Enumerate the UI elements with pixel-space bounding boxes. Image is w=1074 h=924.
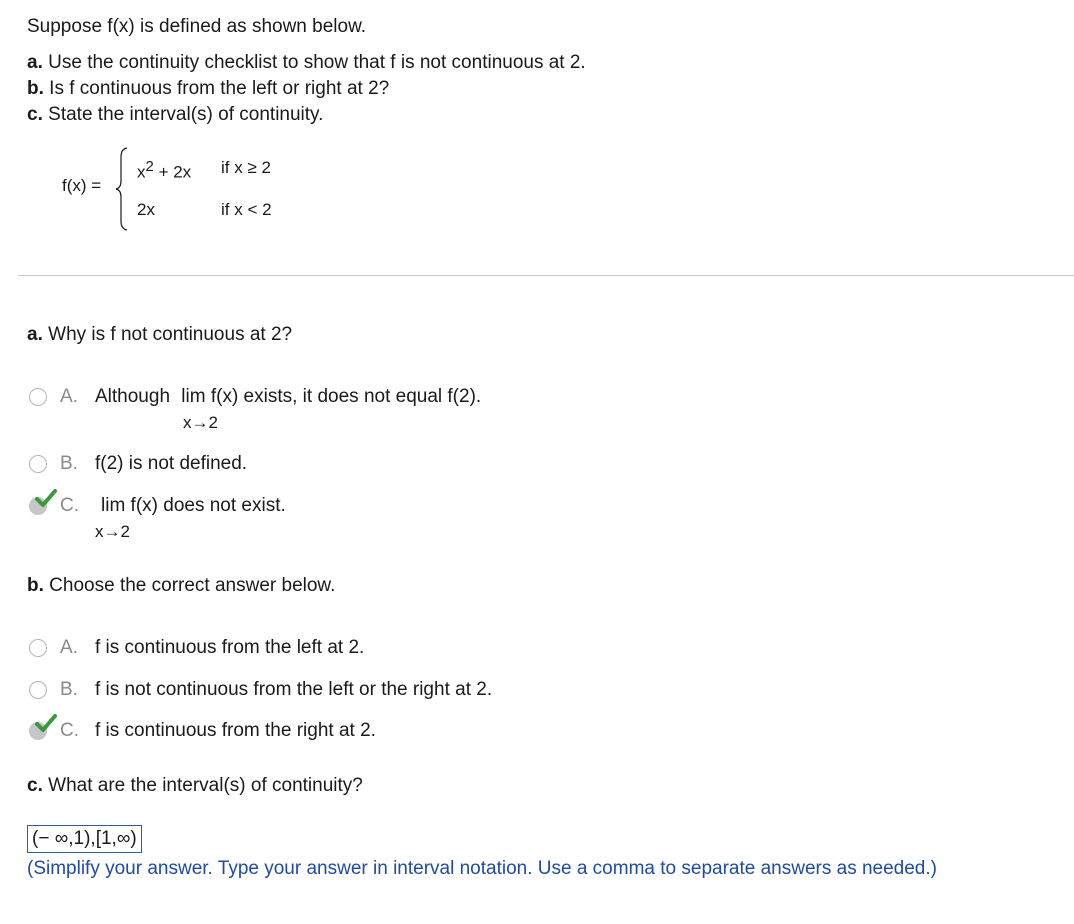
correct-check-icon [35, 488, 57, 510]
part-b-statement [27, 78, 389, 100]
correct-check-icon [35, 713, 57, 735]
interval-answer-field[interactable]: (− ∞,1),[1,∞) [27, 825, 142, 853]
question-b-text: Choose the correct answer below. [49, 575, 336, 596]
question-c-prompt [27, 775, 363, 797]
part-a-letter: a. [27, 52, 43, 73]
case-2-condition: if x < 2 [221, 200, 272, 219]
question-a-option-a-letter: A. [60, 386, 78, 407]
question-a-option-b-radio[interactable] [29, 455, 47, 473]
part-c-text: State the interval(s) of continuity. [48, 104, 324, 125]
question-b-prompt [27, 575, 335, 597]
question-a-option-b-text[interactable]: f(2) is not defined. [95, 453, 248, 474]
question-a-option-c-subscript: x→2 [95, 522, 130, 541]
question-a-option-b-letter: B. [60, 453, 78, 474]
function-lhs: f(x) = [62, 176, 102, 195]
answer-hint: (Simplify your answer. Type your answer in interval notation. Use a comma to separate answers as needed.) [27, 858, 937, 879]
question-a-option-a-radio[interactable] [29, 388, 47, 406]
question-b-option-a-radio[interactable] [29, 639, 47, 657]
option-a-pre: Although [95, 386, 171, 407]
brace-icon [115, 147, 129, 231]
question-b-option-b-text[interactable]: f is not continuous from the left or the right at 2. [95, 679, 493, 700]
case-1-rest: + 2x [158, 162, 192, 182]
question-a-option-a-subscript: x→2 [183, 413, 218, 432]
case-1-base: x [137, 162, 146, 182]
question-b-option-c-letter: C. [60, 720, 79, 741]
question-a-option-c-letter: C. [60, 495, 79, 516]
question-c-text: What are the interval(s) of continuity? [48, 775, 363, 796]
option-a-limit: lim f(x) exists, it does not equal f(2). [181, 386, 482, 407]
question-a-option-c-text[interactable]: lim f(x) does not exist. [101, 495, 286, 516]
question-a-option-a-text[interactable] [95, 386, 481, 408]
part-b-text: Is f continuous from the left or right at 2? [49, 78, 390, 99]
case-1-condition: if x ≥ 2 [221, 158, 271, 177]
question-b-option-a-letter: A. [60, 637, 78, 658]
question-a-prompt [27, 324, 292, 346]
question-b-option-a-text[interactable]: f is continuous from the left at 2. [95, 637, 365, 658]
question-b-option-b-letter: B. [60, 679, 78, 700]
question-b-option-c-text[interactable]: f is continuous from the right at 2. [95, 720, 376, 741]
case-1-expr [137, 158, 191, 183]
question-a-label: a. [27, 324, 43, 345]
question-b-label: b. [27, 575, 44, 596]
question-a-text: Why is f not continuous at 2? [48, 324, 293, 345]
case-2-expr: 2x [137, 200, 155, 219]
section-divider [18, 275, 1074, 276]
part-a-text: Use the continuity checklist to show that f is not continuous at 2. [48, 52, 586, 73]
question-c-label: c. [27, 775, 43, 796]
part-b-letter: b. [27, 78, 44, 99]
part-c-letter: c. [27, 104, 43, 125]
problem-intro: Suppose f(x) is defined as shown below. [27, 16, 367, 37]
case-1-exponent: 2 [145, 158, 154, 175]
question-b-option-b-radio[interactable] [29, 681, 47, 699]
part-c-statement [27, 104, 323, 126]
part-a-statement [27, 52, 586, 74]
